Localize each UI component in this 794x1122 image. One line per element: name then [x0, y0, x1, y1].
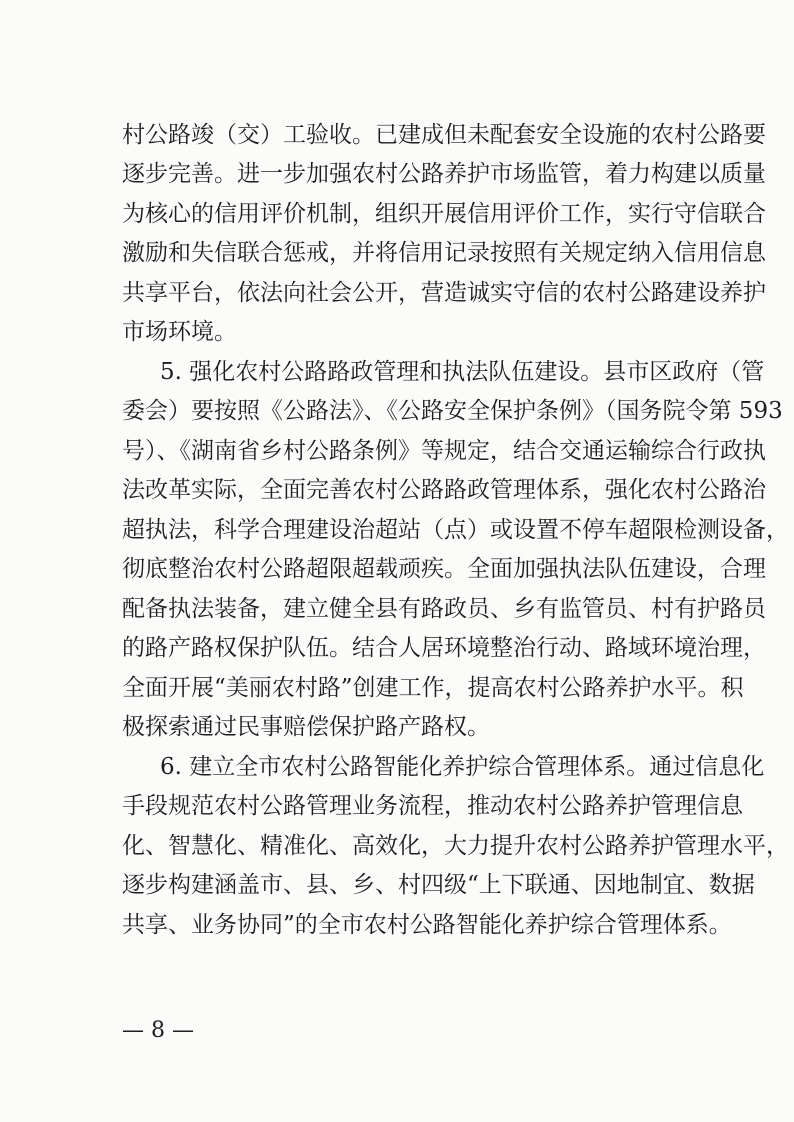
- body-text-line: 市场环境。: [122, 319, 237, 345]
- section-heading-line: 5. 强化农村公路路政管理和执法队伍建设。县市区政府（管: [160, 359, 765, 385]
- section-heading-line: 6. 建立全市农村公路智能化养护综合管理体系。通过信息化: [160, 754, 765, 780]
- page-number: — 8 —: [122, 1018, 194, 1043]
- body-text-line: 化、智慧化、精准化、高效化，大力提升农村公路养护管理水平，: [122, 833, 789, 859]
- body-text-line: 配备执法装备，建立健全县有路政员、乡有监管员、村有护路员: [122, 596, 766, 622]
- body-text-line: 委会）要按照《公路法》、《公路安全保护条例》（国务院令第 593: [122, 398, 783, 424]
- body-text-line: 逐步构建涵盖市、县、乡、村四级“上下联通、因地制宜、数据: [122, 872, 755, 898]
- body-text-line: 激励和失信联合惩戒，并将信用记录按照有关规定纳入信用信息: [122, 240, 766, 266]
- body-text-line: 村公路竣（交）工验收。已建成但未配套安全设施的农村公路要: [122, 122, 766, 148]
- body-text-line: 号）、《湖南省乡村公路条例》等规定，结合交通运输综合行政执: [122, 438, 766, 464]
- body-text-line: 共享、业务协同”的全市农村公路智能化养护综合管理体系。: [122, 912, 732, 938]
- body-text-line: 超执法，科学合理建设治超站（点）或设置不停车超限检测设备，: [122, 517, 789, 543]
- body-text-line: 手段规范农村公路管理业务流程，推动农村公路养护管理信息: [122, 793, 743, 819]
- body-text-line: 彻底整治农村公路超限超载顽疾。全面加强执法队伍建设，合理: [122, 556, 766, 582]
- body-text-line: 逐步完善。进一步加强农村公路养护市场监管，着力构建以质量: [122, 161, 766, 187]
- body-text-line: 全面开展“美丽农村路”创建工作，提高农村公路养护水平。积: [122, 675, 744, 701]
- body-text-line: 极探索通过民事赔偿保护路产路权。: [122, 714, 490, 740]
- body-text-line: 法改革实际，全面完善农村公路路政管理体系，强化农村公路治: [122, 477, 766, 503]
- body-text-line: 的路产路权保护队伍。结合人居环境整治行动、路域环境治理，: [122, 635, 766, 661]
- body-text-line: 为核心的信用评价机制，组织开展信用评价工作，实行守信联合: [122, 201, 766, 227]
- body-text-line: 共享平台，依法向社会公开，营造诚实守信的农村公路建设养护: [122, 280, 766, 306]
